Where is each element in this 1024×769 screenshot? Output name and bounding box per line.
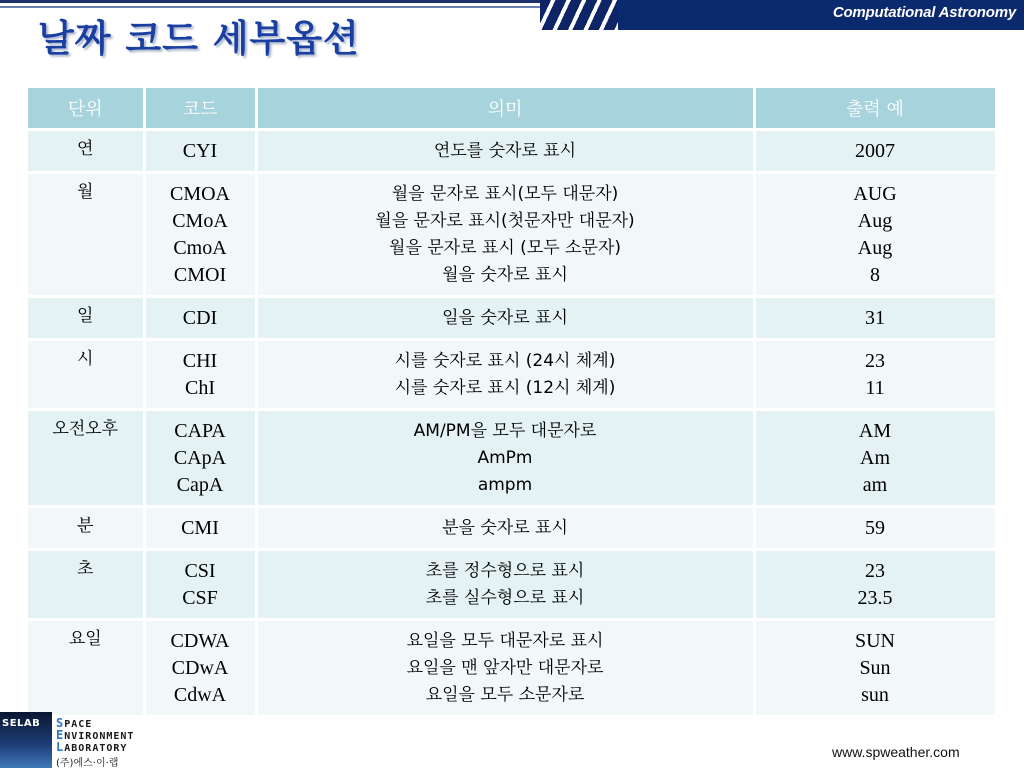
logo-line: ENVIRONMENT	[56, 728, 135, 742]
cell-meaning-line: 월을 문자로 표시 (모두 소문자)	[389, 238, 621, 258]
header-line	[0, 0, 620, 3]
logo-line: LABORATORY	[56, 740, 128, 754]
cell-unit: 월	[28, 173, 144, 297]
logo-korean-name: (주)에스·이·랩	[56, 758, 119, 769]
cell-meaning-line: AM/PM을 모두 대문자로	[413, 421, 597, 441]
cell-code-line: CYI	[182, 140, 218, 162]
cell-code-line: CAPA	[174, 420, 226, 442]
cell-output-line: sun	[861, 684, 889, 706]
cell-meaning-line: 요일을 맨 앞자만 대문자로	[406, 658, 604, 678]
cell-meaning	[256, 173, 754, 297]
cell-meaning-line: 요일을 모두 대문자로 표시	[406, 631, 604, 651]
cell-code-line: CSF	[182, 587, 218, 609]
cell-unit: 시	[28, 340, 144, 410]
selab-logo	[0, 712, 170, 768]
cell-output	[754, 550, 996, 620]
cell-code	[144, 130, 256, 173]
cell-output-line: Sun	[859, 657, 891, 679]
cell-unit: 초	[28, 550, 144, 620]
table-row	[28, 173, 996, 297]
table-row	[28, 130, 996, 173]
cell-code-line: CSI	[184, 560, 216, 582]
cell-output-line: 8	[870, 264, 880, 286]
cell-output-line: 59	[865, 517, 885, 539]
header-unit: 단위	[28, 88, 144, 130]
cell-output-line: Aug	[857, 237, 893, 259]
cell-output	[754, 173, 996, 297]
cell-meaning-line: 요일을 모두 소문자로	[425, 685, 585, 705]
cell-meaning	[256, 410, 754, 507]
cell-code	[144, 297, 256, 340]
cell-output-line: 31	[865, 307, 885, 329]
cell-meaning-line: 월을 문자로 표시(첫문자만 대문자)	[375, 211, 635, 231]
cell-unit: 요일	[28, 620, 144, 717]
header-code: 코드	[144, 88, 256, 130]
logo-wordmark	[56, 718, 134, 754]
course-label: Computational Astronomy	[832, 4, 1016, 21]
cell-unit: 분	[28, 507, 144, 550]
date-code-table-container	[28, 88, 996, 718]
cell-unit: 오전오후	[28, 410, 144, 507]
cell-output	[754, 620, 996, 717]
cell-code-line: CDwA	[171, 657, 229, 679]
cell-code	[144, 340, 256, 410]
cell-code-line: CApA	[173, 447, 227, 469]
cell-meaning	[256, 620, 754, 717]
table-row	[28, 620, 996, 717]
header-stripes	[540, 0, 630, 30]
cell-meaning-line: 일을 숫자로 표시	[442, 308, 568, 328]
cell-output	[754, 507, 996, 550]
table-row	[28, 550, 996, 620]
cell-meaning-line: 시를 숫자로 표시 (12시 체계)	[394, 378, 616, 398]
cell-meaning-line: 월을 문자로 표시(모두 대문자)	[391, 184, 619, 204]
cell-output-line: 23	[865, 350, 885, 372]
page-title: 날짜 코드 세부옵션	[38, 17, 360, 60]
cell-meaning-line: 분을 숫자로 표시	[442, 518, 568, 538]
cell-output-line: 23	[865, 560, 885, 582]
cell-output	[754, 297, 996, 340]
cell-code-line: CMoA	[172, 210, 228, 232]
footer-url: www.spweather.com	[832, 744, 960, 760]
table-row	[28, 507, 996, 550]
cell-output-line: Aug	[857, 210, 893, 232]
cell-meaning	[256, 507, 754, 550]
cell-unit: 연	[28, 130, 144, 173]
cell-code	[144, 550, 256, 620]
table-body	[28, 130, 996, 717]
cell-code-line: CapA	[176, 474, 224, 496]
cell-output-line: AM	[858, 420, 892, 442]
cell-output-line: 2007	[855, 140, 895, 162]
cell-meaning-line: ampm	[477, 475, 533, 495]
cell-meaning-line: AmPm	[477, 448, 533, 468]
cell-output-line: AUG	[853, 183, 897, 205]
table-row	[28, 297, 996, 340]
header-course-banner	[618, 0, 1024, 30]
cell-output-line: Am	[860, 447, 890, 469]
logo-mark	[0, 712, 52, 768]
cell-code-line: CMOA	[169, 183, 230, 205]
cell-code-line: CdwA	[173, 684, 227, 706]
logo-mark-text: SELAB	[2, 718, 41, 729]
table-header-row	[28, 88, 996, 130]
cell-unit: 일	[28, 297, 144, 340]
cell-code-line: CMI	[181, 517, 219, 539]
cell-output-line: 11	[865, 377, 885, 399]
header-output-example: 출력 예	[754, 88, 996, 130]
cell-output-line: SUN	[854, 630, 895, 652]
header-meaning: 의미	[256, 88, 754, 130]
table-row	[28, 410, 996, 507]
cell-code-line: CDWA	[170, 630, 230, 652]
cell-output	[754, 410, 996, 507]
cell-meaning-line: 연도를 숫자로 표시	[433, 141, 577, 161]
cell-output-line: 23.5	[857, 587, 893, 609]
cell-meaning-line: 초를 정수형으로 표시	[425, 561, 585, 581]
cell-output-line: am	[862, 474, 888, 496]
cell-code-line: CDI	[182, 307, 218, 329]
cell-output	[754, 340, 996, 410]
cell-code-line: ChI	[185, 377, 215, 399]
table-row	[28, 340, 996, 410]
cell-code	[144, 620, 256, 717]
cell-code-line: CHI	[182, 350, 218, 372]
cell-code	[144, 507, 256, 550]
logo-line: SPACE	[56, 716, 93, 730]
cell-output	[754, 130, 996, 173]
cell-meaning	[256, 297, 754, 340]
cell-meaning	[256, 340, 754, 410]
cell-meaning-line: 초를 실수형으로 표시	[425, 588, 585, 608]
cell-code-line: CMOI	[173, 264, 227, 286]
cell-code-line: CmoA	[173, 237, 227, 259]
cell-meaning-line: 월을 숫자로 표시	[442, 265, 568, 285]
date-code-table	[28, 88, 998, 718]
cell-meaning-line: 시를 숫자로 표시 (24시 체계)	[394, 351, 616, 371]
cell-meaning	[256, 550, 754, 620]
cell-code	[144, 173, 256, 297]
cell-meaning	[256, 130, 754, 173]
cell-code	[144, 410, 256, 507]
